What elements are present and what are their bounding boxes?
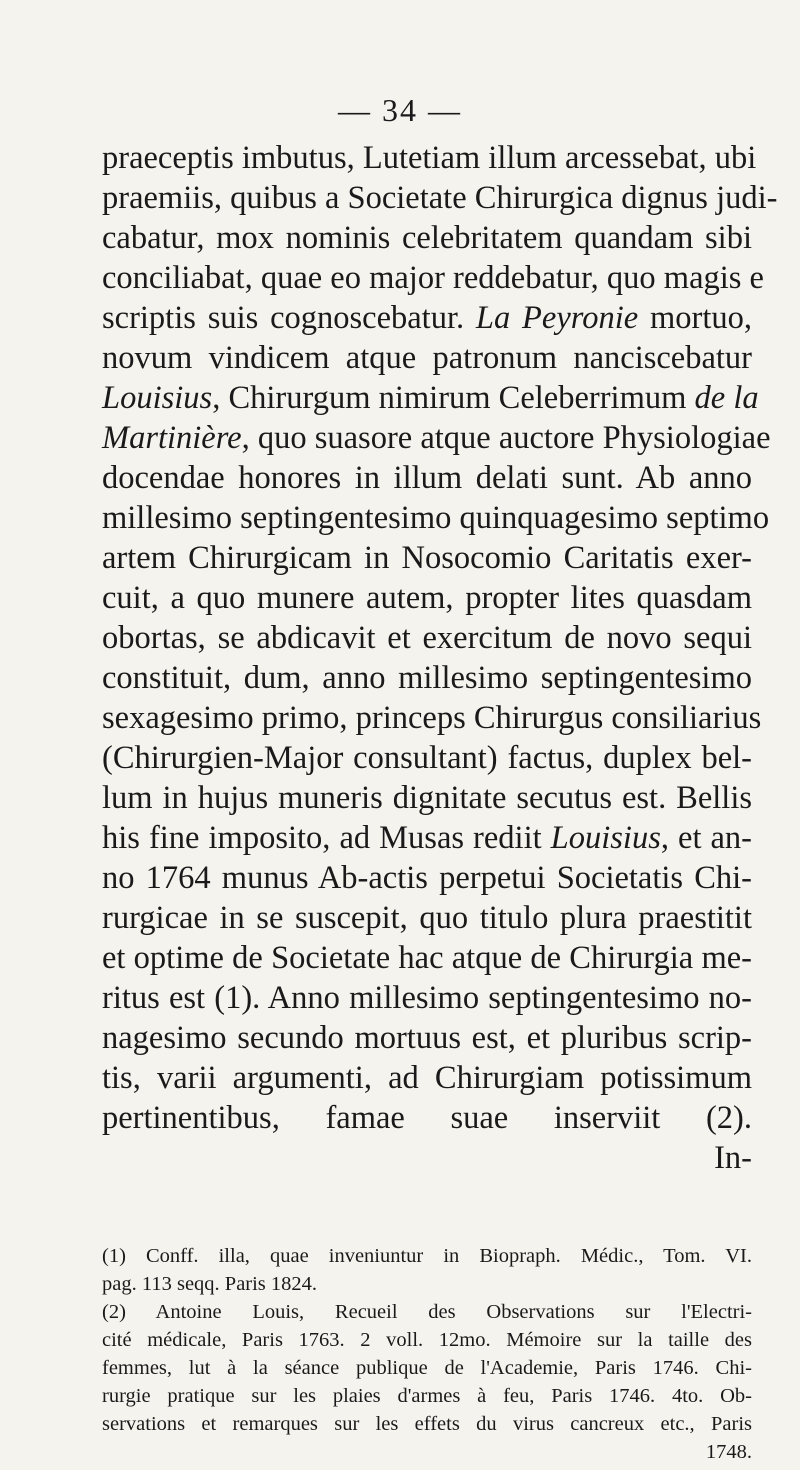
- italic-segment: Martinière: [102, 420, 242, 456]
- text-segment: rurgicae in se suscepit, quo titulo plura praestitit: [102, 900, 752, 936]
- text-line: [102, 218, 752, 258]
- footnote-line: 1748.: [705, 1441, 752, 1463]
- text-line: [102, 978, 752, 1018]
- footnote-line: femmes, lut à la séance publique de l'Academie, Paris 1746. Chi-: [102, 1357, 752, 1379]
- text-line: [102, 378, 759, 418]
- text-line: [102, 258, 764, 298]
- text-line: [102, 1058, 752, 1098]
- text-line: [102, 138, 757, 178]
- text-line: [102, 498, 770, 538]
- text-segment: cuit, a quo munere autem, propter lites quasdam: [102, 580, 752, 616]
- text-segment: nagesimo secundo mortuus est, et pluribus scrip-: [102, 1020, 752, 1056]
- footnote-line: servations et remarques sur les effets du virus cancreux etc., Paris: [102, 1413, 752, 1435]
- text-segment: his fine imposito, ad Musas rediit: [102, 820, 551, 856]
- text-segment: pertinentibus, famae suae inserviit (2).: [102, 1100, 752, 1136]
- text-line: [102, 778, 752, 818]
- text-line: [102, 458, 752, 498]
- text-segment: constituit, dum, anno millesimo septingentesimo: [102, 660, 752, 696]
- text-segment: praemiis, quibus a Societate Chirurgica dignus judi-: [102, 180, 778, 216]
- text-segment: conciliabat, quae eo major reddebatur, quo magis e: [102, 260, 764, 296]
- text-line: [102, 1018, 752, 1058]
- text-line: [102, 538, 752, 578]
- text-line: [102, 738, 752, 778]
- text-line: [102, 658, 752, 698]
- text-line: [102, 1138, 752, 1178]
- text-segment: mortuo,: [638, 300, 752, 336]
- text-line: [102, 338, 752, 378]
- page-number: — 34 —: [338, 92, 462, 128]
- text-line: [102, 898, 752, 938]
- text-segment: millesimo septingentesimo quinquagesimo septimo: [102, 500, 770, 536]
- text-segment: In-: [714, 1140, 752, 1176]
- text-segment: tis, varii argumenti, ad Chirurgiam potissimum: [102, 1060, 752, 1096]
- text-segment: , et an-: [660, 820, 752, 856]
- text-line: [102, 858, 752, 898]
- text-segment: artem Chirurgicam in Nosocomio Caritatis exer-: [102, 540, 752, 576]
- text-segment: (Chirurgien-Major consultant) factus, duplex bel-: [102, 740, 752, 776]
- footnote-line: pag. 113 seqq. Paris 1824.: [102, 1273, 318, 1295]
- text-segment: no 1764 munus Ab-actis perpetui Societatis Chi-: [102, 860, 752, 896]
- text-segment: sexagesimo primo, princeps Chirurgus consiliarius: [102, 700, 762, 736]
- footnote-line: (1) Conff. illa, quae inveniuntur in Biopraph. Médic., Tom. VI.: [102, 1245, 752, 1267]
- text-segment: obortas, se abdicavit et exercitum de novo sequi: [102, 620, 752, 656]
- italic-segment: Louisius: [550, 820, 661, 856]
- text-segment: ritus est (1). Anno millesimo septingentesimo no-: [102, 980, 752, 1016]
- text-line: [102, 418, 771, 458]
- text-line: [102, 298, 752, 338]
- italic-segment: La Peyronie: [475, 300, 639, 336]
- text-line: [102, 818, 752, 858]
- text-segment: , quo suasore atque auctore Physiologiae: [241, 420, 771, 456]
- text-segment: , Chirurgum nimirum Celeberrimum: [212, 380, 695, 416]
- italic-segment: Louisius: [102, 380, 213, 416]
- text-line: [102, 618, 752, 658]
- footnote-line: (2) Antoine Louis, Recueil des Observations sur l'Electri-: [102, 1301, 752, 1323]
- footnote-line: rurgie pratique sur les plaies d'armes à feu, Paris 1746. 4to. Ob-: [102, 1385, 752, 1407]
- text-segment: scriptis suis cognoscebatur.: [102, 300, 476, 336]
- italic-segment: de la: [694, 380, 759, 416]
- text-segment: docendae honores in illum delati sunt. Ab anno: [102, 460, 752, 496]
- body-text: [102, 138, 778, 1178]
- footnote-line: cité médicale, Paris 1763. 2 voll. 12mo. Mémoire sur la taille des: [102, 1329, 752, 1351]
- text-segment: praeceptis imbutus, Lutetiam illum arcessebat, ubi: [102, 140, 757, 176]
- text-segment: novum vindicem atque patronum nanciscebatur: [102, 340, 752, 376]
- text-line: [102, 938, 752, 978]
- footnotes: [102, 1242, 752, 1466]
- text-line: [102, 178, 778, 218]
- text-segment: cabatur, mox nominis celebritatem quandam sibi: [102, 220, 752, 256]
- text-segment: et optime de Societate hac atque de Chirurgia me-: [102, 940, 752, 976]
- text-line: [102, 698, 762, 738]
- text-line: [102, 578, 752, 618]
- text-segment: lum in hujus muneris dignitate secutus est. Bellis: [102, 780, 752, 816]
- text-line: [102, 1098, 752, 1138]
